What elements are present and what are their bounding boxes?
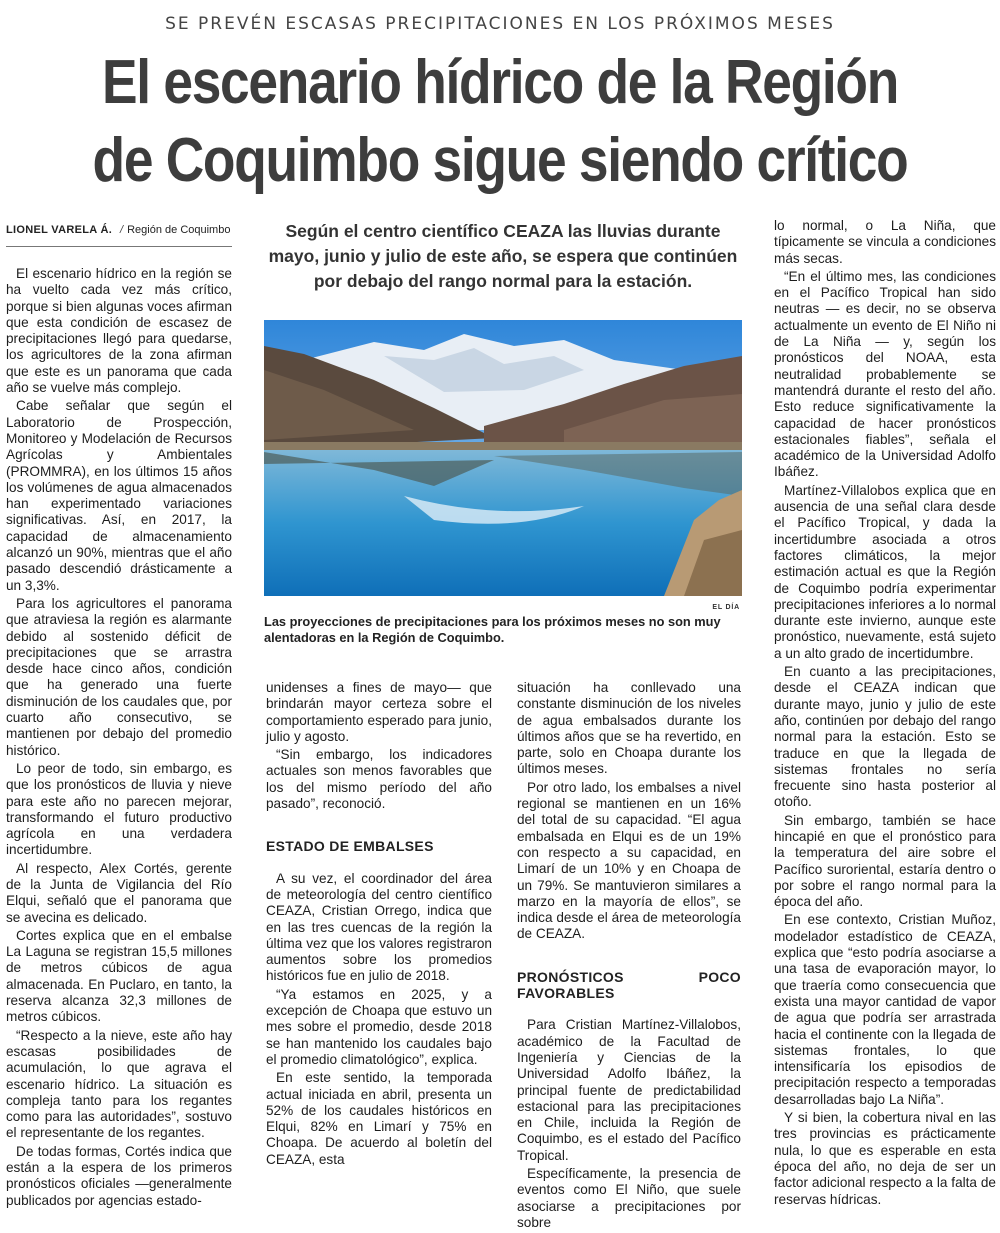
- headline: [70, 44, 930, 200]
- paragraph: En este sentido, la temporada actual iniciada en abril, presenta un 52% de los caudales históricos en Elqui, 82% en Limarí y 75% en Choapa. De acuerdo al boletín del CEAZA, esta: [266, 1070, 492, 1167]
- article-column-1: [6, 266, 232, 1211]
- paragraph: Por otro lado, los embalses a nivel regional se mantienen en un 16% del total de su capacidad. “El agua embalsada en Elqui es de un 19% con respecto a su capacidad, en Limarí de un 10% y en Choapa de un 79%. Se mantuvieron similares a marzo en la mayoría de ellos”, se indica desde el área de meteorología de CEAZA.: [517, 779, 741, 942]
- section-subhead: ESTADO DE EMBALSES: [266, 838, 434, 855]
- paragraph: De todas formas, Cortés indica que están a la espera de los primeros pronósticos oficiales —generalmente publicados por agencias estado-: [6, 1143, 232, 1208]
- paragraph: Sin embargo, también se hace hincapié en que el pronóstico para la temperatura del aire sobre el Pacífico suroriental, estaría dentro o por sobre el rango normal para la época del año.: [774, 812, 996, 910]
- article-column-2: [266, 680, 492, 1170]
- paragraph: Martínez-Villalobos explica que en ausencia de una señal clara desde el Pacífico Tropical, y dada la incertidumbre asociada a otros factores climáticos, la mejor estimación actual es que la Región de Coquimbo podría experimentar precipitaciones inferiores a lo normal durante este invierno, aunque este pronóstico, nuevamente, está sujeto a un alto grado de incertidumbre.: [774, 482, 996, 661]
- byline-divider: /: [120, 224, 124, 236]
- paragraph: Para Cristian Martínez-Villalobos, académico de la Facultad de Ingeniería y Ciencias de la Universidad Adolfo Ibáñez, la principal fuente de predictabilidad estacional para las precipitaciones en Chile, incluida la Región de Coquimbo, es el estado del Pacífico Tropical.: [517, 1017, 741, 1163]
- paragraph: Cortes explica que en el embalse La Laguna se registran 15,5 millones de metros cúbicos de agua almacenada. En Puclaro, en tanto, la reserva alcanza 32,3 millones de metros cúbicos.: [6, 927, 232, 1025]
- paragraph: El escenario hídrico en la región se ha vuelto cada vez más crítico, porque si bien algunas voces afirman que esta condición de escasez de precipitaciones llegó para quedarse, los agricultores de la zona afirman que este es un panorama que cada año se vuelve más complejo.: [6, 266, 232, 396]
- byline-region: Región de Coquimbo: [127, 224, 231, 236]
- section-subhead: PRONÓSTICOS POCO FAVORABLES: [517, 968, 741, 1002]
- paragraph: Para los agricultores el panorama que atraviesa la región es alarmante debido al sostenido déficit de precipitaciones que se arrastra desde hace cinco años, condición que ha generado una fuerte disminución de los caudales que, por cuarto año consecutivo, se mantienen por debajo del promedio histórico.: [6, 595, 232, 758]
- paragraph: situación ha conllevado una constante disminución de los niveles de agua embalsados durante los últimos años que se ha revertido, en parte, solo en Choapa durante los últimos meses.: [517, 680, 741, 777]
- lead-paragraph: Según el centro científico CEAZA las lluvias durante mayo, junio y julio de este año, se espera que continúen por debajo del rango normal para la estación.: [268, 221, 738, 291]
- reservoir-landscape-image: [264, 320, 742, 596]
- paragraph: A su vez, el coordinador del área de meteorología del centro científico CEAZA, Cristian Orrego, indica que en las tres cuencas de la región la última vez que los valores registraron aumentos sobre los promedios históricos fue en julio de 2018.: [266, 870, 492, 984]
- paragraph: “Sin embargo, los indicadores actuales son menos favorables que los del mismo período del año pasado”, reconoció.: [266, 747, 492, 812]
- paragraph: “Respecto a la nieve, este año hay escasas posibilidades de acumulación, lo que agrava el escenario hídrico. La situación es compleja tanto para los regantes como para las autoridades”, sostuvo el representante de los regantes.: [6, 1027, 232, 1141]
- article-column-4: [774, 218, 996, 1210]
- paragraph: Lo peor de todo, sin embargo, es que los pronósticos de lluvia y nieve para este año no parecen mejorar, transformando el futuro productivo agrícola en una verdadera incertidumbre.: [6, 760, 232, 858]
- headline-line-2: de Coquimbo sigue siendo crítico: [92, 126, 908, 195]
- article-column-3: [517, 680, 741, 1233]
- paragraph: En ese contexto, Cristian Muñoz, modelador estadístico de CEAZA, explica que “esto podría asociarse a una tasa de evaporación mayor, lo que traería como consecuencia que exista una mayor cantidad de vapor de agua que podría ser arrastrada hacia el continente con la llegada de sistemas frontales, lo que intensificaría los episodios de precipitación respecto a temporadas desarrolladas bajo La Niña”.: [774, 912, 996, 1107]
- paragraph: lo normal, o La Niña, que típicamente se vincula a condiciones más secas.: [774, 218, 996, 266]
- headline-line-1: El escenario hídrico de la Región: [102, 48, 898, 117]
- byline: [6, 224, 232, 247]
- reservoir-photo: [264, 320, 742, 596]
- paragraph: Y si bien, la cobertura nival en las tres provincias es prácticamente nula, lo que es esperable en esta época del año, no deja de ser un factor adicional respecto a la falta de reservas hídricas.: [774, 1110, 996, 1207]
- paragraph: “Ya estamos en 2025, y a excepción de Choapa que estuvo un mes sobre el promedio, desde 2018 se han mantenido los caudales bajo el promedio climatológico”, explica.: [266, 986, 492, 1067]
- paragraph: “En el último mes, las condiciones en el Pacífico Tropical han sido neutras — es decir, no se observa actualmente un evento de El Niño ni de La Niña — y, según los pronósticos del NOAA, esta neutralidad probablemente se mantendrá durante el resto del año. Esto reduce significativamente la capacidad de hacer pronósticos estacionales fiables”, señala el académico de la Universidad Adolfo Ibáñez.: [774, 268, 996, 480]
- paragraph: En cuanto a las precipitaciones, desde el CEAZA indican que durante mayo, junio y julio de este año, continúen por debajo del rango normal para la estación. Esto se traduce en que la llegada de sistemas frontales no sería frecuente sino hasta posterior al otoño.: [774, 664, 996, 810]
- byline-author: LIONEL VARELA Á.: [6, 224, 113, 236]
- kicker: SE PREVÉN ESCASAS PRECIPITACIONES EN LOS PRÓXIMOS MESES: [165, 14, 835, 34]
- paragraph: unidenses a fines de mayo— que brindarán mayor certeza sobre el comportamiento esperado para junio, julio y agosto.: [266, 680, 492, 744]
- paragraph: Cabe señalar que según el Laboratorio de Prospección, Monitoreo y Modelación de Recursos Agrícolas y Ambientales (PROMMRA), en los últimos 15 años los volúmenes de agua almacenados han experimentado variaciones significativas. Así, en 2017, la capacidad de almacenamiento alcanzó un 90%, mientras que el año pasado descendió drásticamente a un 3,3%.: [6, 398, 232, 593]
- photo-caption: Las proyecciones de precipitaciones para los próximos meses no son muy alentadoras en la Región de Coquimbo.: [264, 614, 721, 645]
- photo-credit: EL DÍA: [712, 604, 740, 611]
- paragraph: Específicamente, la presencia de eventos como El Niño, que suele asociarse a precipitaciones por sobre: [517, 1166, 741, 1230]
- paragraph: Al respecto, Alex Cortés, gerente de la Junta de Vigilancia del Río Elqui, señaló que el panorama que se avecina es delicado.: [6, 860, 232, 925]
